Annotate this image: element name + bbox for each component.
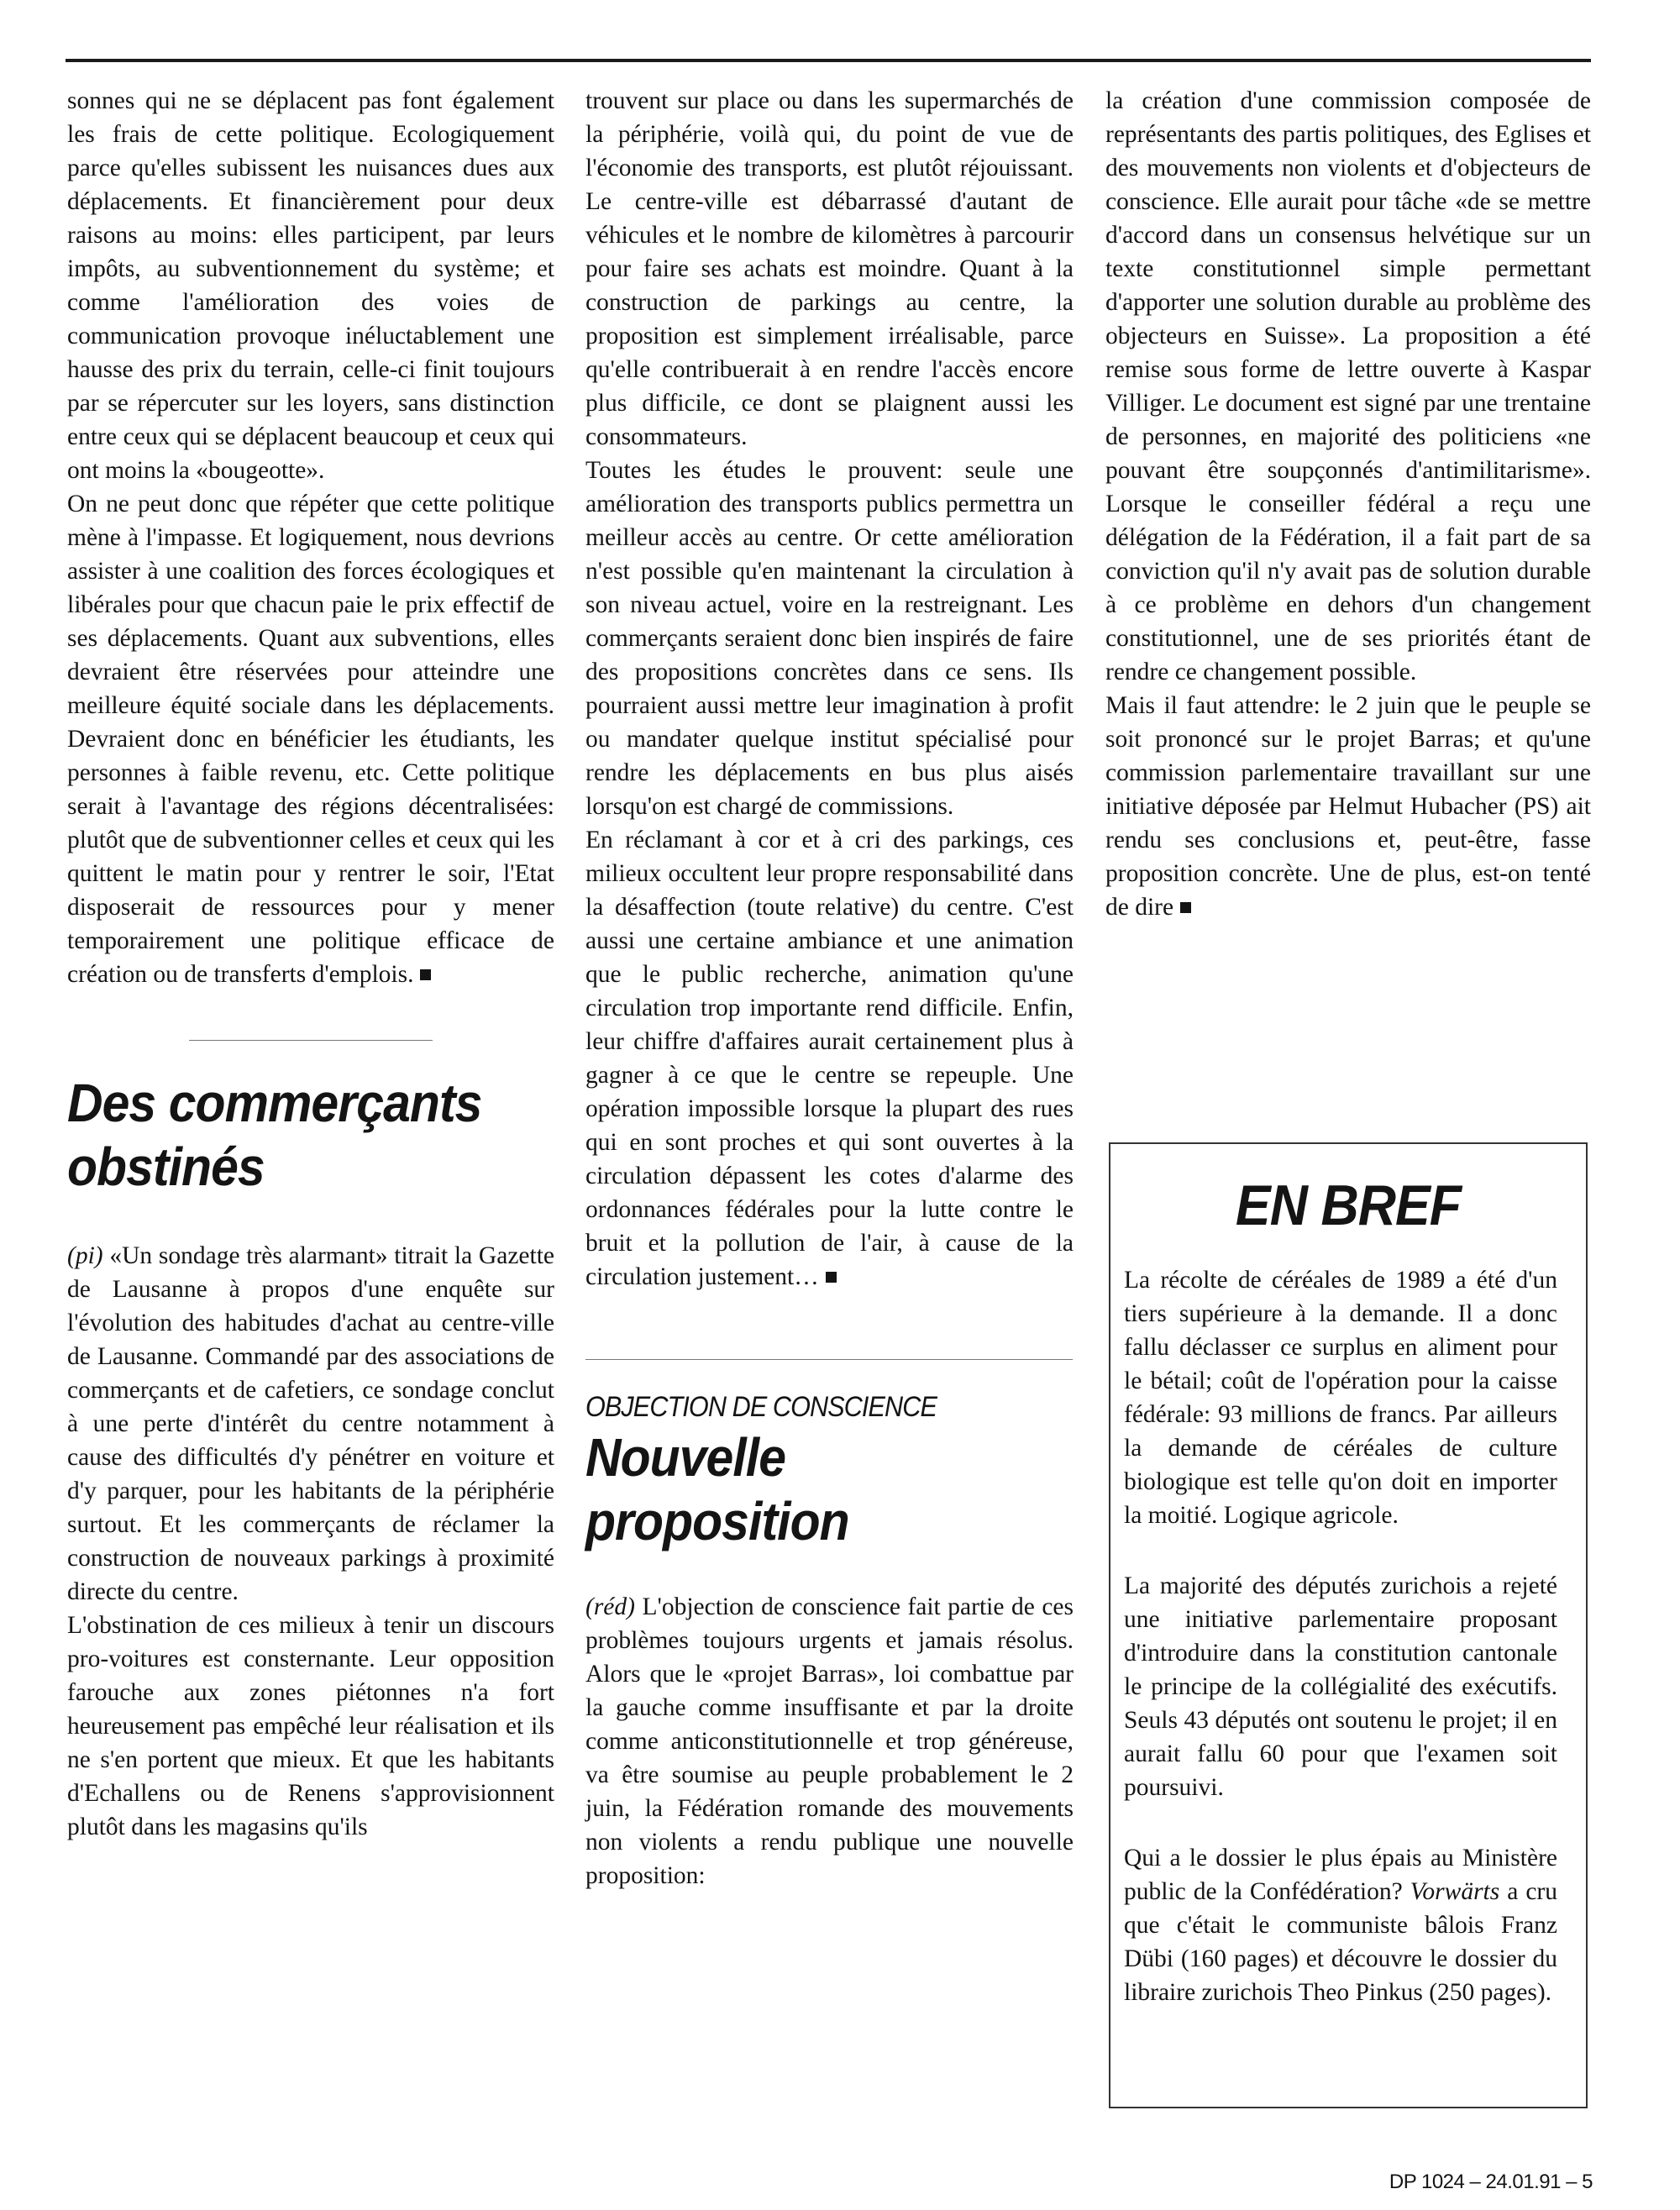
brief-item-deputes: La majorité des députés zurichois a rejeté une initiative parlementaire proposant d'introduire dans la constitution cantonale le principe de la collégialité des exécutifs. Seuls 43 députés ont soutenu le projet; il en aurait fallu 60 pour que l'examen soit poursuivi. bbox=[1124, 1572, 1557, 1801]
col1-p1-text: sonnes qui ne se déplacent pas font également les frais de cette politique. Ecologiquement parce qu'elles subissent les nuisances dues aux déplacements. Et financièrement pour deux raisons au moins: elles participent, par leurs impôts, au subventionnement du système; et comme l'amélioration des voies de communication provoque inéluctablement une hausse des prix du terrain, celle-ci finit toujours par se répercuter sur les loyers, sans distinction entre ceux qui se déplacent beaucoup et ceux qui ont moins la «bougeotte». bbox=[67, 87, 554, 484]
brief-item3-vorwarts: Vorwärts bbox=[1410, 1878, 1500, 1905]
byline-red: (réd) bbox=[585, 1593, 635, 1620]
headline-nouvelle-proposition: Nouvelle proposition bbox=[585, 1427, 849, 1551]
col3-paragraph-1 bbox=[1105, 84, 1591, 689]
en-bref-title: EN BREF bbox=[1235, 1173, 1462, 1237]
col3-paragraph-2 bbox=[1105, 689, 1591, 924]
page-footer: DP 1024 – 24.01.91 – 5 bbox=[1389, 2171, 1593, 2193]
brief-item3-text-a: Qui a le dossier le plus épais au Ministère public de la Confédération? bbox=[1124, 1845, 1557, 1905]
col2-paragraph-4 bbox=[585, 1590, 1074, 1892]
col2-paragraph-1 bbox=[585, 84, 1074, 454]
brief-item-cereales: La récolte de céréales de 1989 a été d'un tiers supérieure à la demande. Il a donc fallu déclasser ce surplus en aliment pour le bétail; coût de l'opération pour la caisse fédérale: 93 millions de francs. Par ailleurs la demande de céréales de culture biologique est telle qu'on doit en importer la moitié. Logique agricole. bbox=[1124, 1267, 1557, 1529]
col1-paragraph-1 bbox=[67, 84, 554, 487]
end-mark-icon bbox=[826, 1272, 837, 1283]
col3-p2-text: Mais il faut attendre: le 2 juin que le peuple se soit prononcé sur le projet Barras; et qu'une commission parlementaire travaillant sur une initiative déposée par Helmut Hubacher (PS) ait rendu ses conclusions et, peut-être, fasse proposition concrète. Une de plus, est-on tenté de dire bbox=[1105, 692, 1591, 921]
col3-p1-text: la création d'une commission composée de représentants des partis politiques, des Eglises et des mouvements non violents et d'objecteurs de conscience. Elle aurait pour tâche «de se mettre d'accord dans un consensus helvétique sur un texte constitutionnel simple permettant d'apporter une solution durable au problème des objecteurs en Suisse». La proposition a été remise sous forme de lettre ouverte à Kaspar Villiger. Le document est signé par une trentaine de personnes, en majorité des politiciens «ne pouvant être soupçonnés d'antimilitarisme». Lorsque le conseiller fédéral a reçu une délégation de la Fédération, il a fait part de sa conviction qu'il n'y avait pas de solution durable à ce problème en dehors d'un changement constitutionnel, une de ses priorités étant de rendre ce changement possible. bbox=[1105, 87, 1591, 685]
column-2 bbox=[585, 84, 1074, 1892]
col2-p4-text: L'objection de conscience fait partie de ces problèmes toujours urgents et jamais résolus. Alors que le «projet Barras», loi combattue par la gauche comme insuffisante et par la droite comme anticonstitutionnelle et trop généreuse, va être soumise au peuple probablement le 2 juin, la Fédération romande des mouvements non violents a rendu publique une nouvelle proposition: bbox=[585, 1593, 1074, 1889]
col1-paragraph-2 bbox=[67, 487, 554, 991]
col2-p1-text: trouvent sur place ou dans les supermarchés de la périphérie, voilà qui, du point de vue de l'économie des transports, est plutôt réjouissant. Le centre-ville est débarrassé d'autant de véhicules et le nombre de kilomètres à parcourir pour faire ses achats est moindre. Quant à la construction de parkings au centre, la proposition est simplement irréalisable, parce qu'elle contribuerait à en rendre l'accès encore plus difficile, ce dont se plaignent aussi les consommateurs. bbox=[585, 87, 1074, 450]
kicker-objection: OBJECTION DE CONSCIENCE bbox=[585, 1391, 937, 1423]
en-bref-box bbox=[1109, 1142, 1588, 2108]
byline-pi: (pi) bbox=[67, 1242, 103, 1269]
brief-item3-text-b: a cru que c'était le communiste bâlois Franz Dübi (160 pages) et découvre le dossier du libraire zurichois Theo Pinkus (250 pages). bbox=[1124, 1878, 1557, 2006]
column-1 bbox=[67, 84, 554, 1844]
col1-p4-text: L'obstination de ces milieux à tenir un discours pro-voitures est consternante. Leur opposition farouche aux zones piétonnes n'a fort heureusement pas empêché leur réalisation et ils ne s'en portent que mieux. Et que les habitants d'Echallens ou de Renens s'approvisionnent plutôt dans les magasins qu'ils bbox=[67, 1612, 554, 1840]
section-divider bbox=[585, 1359, 1073, 1360]
col1-paragraph-4 bbox=[67, 1609, 554, 1844]
col2-paragraph-2 bbox=[585, 454, 1074, 823]
column-3 bbox=[1105, 84, 1591, 924]
end-mark-icon bbox=[420, 969, 431, 980]
headline-commercants: Des commerçants obstinés bbox=[67, 1073, 482, 1197]
col2-p3-text: En réclamant à cor et à cri des parkings, ces milieux occultent leur propre responsabilité dans la désaffection (toute relative) du centre. C'est aussi une certaine ambiance et une animation que le public recherche, animation qu'une circulation trop importante rend difficile. Enfin, leur chiffre d'affaires aurait certainement plus à gagner à ce que le centre se repeuple. Une opération impossible lorsque la plupart des rues qui en sont proches et qui sont ouvertes à la circulation dépassent les cotes d'alarme des ordonnances fédérales pour la lutte contre le bruit et la pollution de l'air, à cause de la circulation justement… bbox=[585, 827, 1074, 1290]
end-mark-icon bbox=[1180, 902, 1191, 913]
col1-p3-text: «Un sondage très alarmant» titrait la Gazette de Lausanne à propos d'une enquête sur l'évolution des habitudes d'achat au centre-ville de Lausanne. Commandé par des associations de commerçants et de cafetiers, ce sondage conclut à une perte d'intérêt du centre notamment à cause des difficultés d'y pénétrer en voiture et d'y parquer, pour les habitants de la périphérie surtout. Et les commerçants de réclamer la construction de nouveaux parkings à proximité directe du centre. bbox=[67, 1242, 554, 1605]
col1-paragraph-3 bbox=[67, 1239, 554, 1609]
top-rule bbox=[66, 59, 1591, 62]
col2-paragraph-3 bbox=[585, 823, 1074, 1294]
col1-p2-text: On ne peut donc que répéter que cette politique mène à l'impasse. Et logiquement, nous devrions assister à une coalition des forces écologiques et libérales pour que chacun paie le prix effectif de ses déplacements. Quant aux subventions, elles devraient être réservées pour atteindre une meilleure équité sociale dans les déplacements. Devraient donc en bénéficier les étudiants, les personnes à faible revenu, etc. Cette politique serait à l'avantage des régions décentralisées: plutôt que de subventionner celles et ceux qui les quittent le matin pour y rentrer le soir, l'Etat disposerait de ressources pour y mener temporairement une politique efficace de création ou de transferts d'emplois. bbox=[67, 491, 555, 988]
section-divider bbox=[189, 1040, 433, 1041]
brief-item-dossier bbox=[1124, 1841, 1557, 2009]
col2-p2-text: Toutes les études le prouvent: seule une amélioration des transports publics permettra un meilleur accès au centre. Or cette amélioration n'est possible qu'en maintenant la circulation à son niveau actuel, voire en la restreignant. Les commerçants seraient donc bien inspirés de faire des propositions concrètes dans ce sens. Ils pourraient aussi mettre leur imagination à profit ou mandater quelque institut spécialisé pour rendre les déplacements en bus plus aisés lorsqu'on est chargé de commissions. bbox=[585, 457, 1074, 820]
